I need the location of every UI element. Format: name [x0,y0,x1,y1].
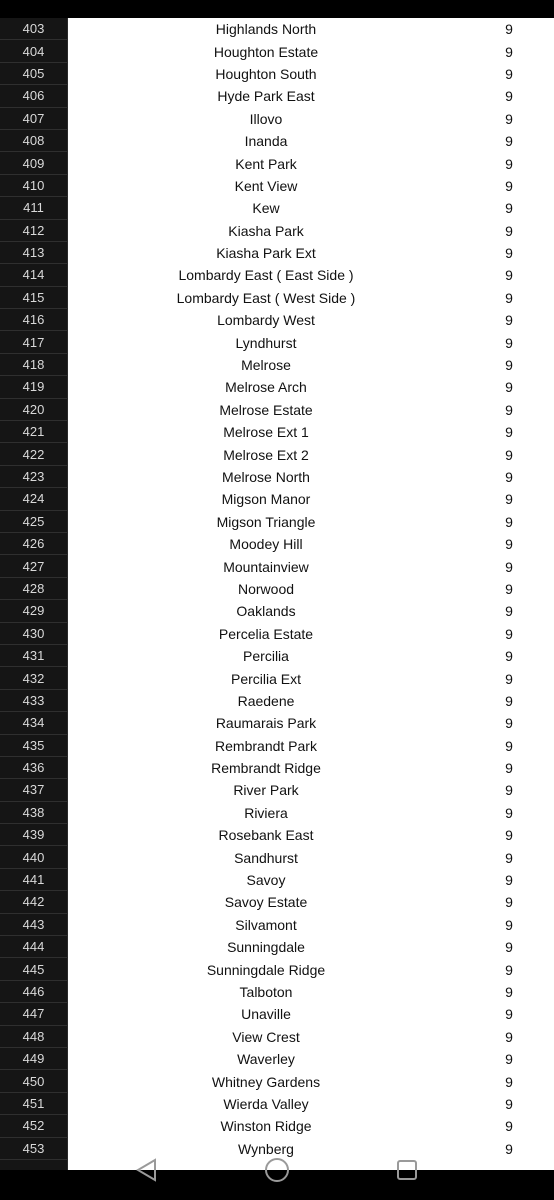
value-cell[interactable]: 9 [505,491,513,508]
suburb-cell[interactable]: Savoy [246,872,286,889]
table-row [68,40,554,62]
row-number[interactable]: 431 [0,645,67,667]
row-number[interactable]: 423 [0,466,67,488]
row-number[interactable]: 436 [0,757,67,779]
table-row [68,712,554,734]
table-row [68,287,554,309]
value-cell[interactable]: 9 [505,312,513,329]
suburb-cell[interactable]: Melrose North [222,469,310,485]
table-row [68,600,554,622]
table-row [68,511,554,533]
spreadsheet [0,18,554,1170]
table-row [68,891,554,913]
table-row [68,578,554,600]
row-number[interactable]: 437 [0,779,67,801]
table-row [68,555,554,577]
table-row [68,85,554,107]
suburb-cell[interactable]: Mountainview [223,558,309,575]
suburb-cell[interactable]: Migson Manor [221,491,311,508]
value-cell[interactable]: 9 [505,446,513,463]
suburb-cell[interactable]: Wynberg [238,1140,294,1157]
row-number[interactable]: 439 [0,824,67,846]
row-number[interactable]: 405 [0,63,67,85]
row-number[interactable]: 416 [0,309,67,331]
suburb-cell[interactable]: Talboton [239,983,293,1000]
suburb-cell[interactable]: Unaville [241,1006,291,1023]
row-number[interactable]: 421 [0,421,67,443]
table-row [68,958,554,980]
row-number[interactable]: 424 [0,488,67,510]
value-cell[interactable]: 9 [505,469,513,485]
table-row [68,18,554,40]
row-number[interactable]: 429 [0,600,67,622]
row-number[interactable]: 417 [0,331,67,353]
row-number[interactable]: 410 [0,175,67,197]
value-cell[interactable]: 9 [505,939,513,956]
value-cell[interactable]: 9 [505,200,513,217]
value-cell[interactable]: 9 [505,737,513,754]
suburb-cell[interactable]: Melrose Ext 1 [223,424,309,441]
row-number[interactable]: 432 [0,667,67,689]
row-number[interactable]: 413 [0,242,67,264]
value-cell[interactable]: 9 [505,983,513,1000]
value-cell[interactable]: 9 [505,715,513,732]
row-number[interactable]: 433 [0,690,67,712]
table-row [68,220,554,242]
suburb-cell[interactable]: Savoy Estate [224,894,308,911]
value-cell[interactable]: 9 [505,1028,513,1045]
value-cell[interactable]: 9 [505,603,513,620]
suburb-cell[interactable]: Kent View [234,177,298,194]
table-row [68,1048,554,1070]
suburb-cell[interactable]: Lombardy East ( East Side ) [178,267,354,284]
row-number[interactable]: 444 [0,936,67,958]
value-cell[interactable]: 9 [505,1006,513,1023]
suburb-cell[interactable]: Melrose Arch [225,379,307,396]
suburb-cell[interactable]: Wierda Valley [223,1095,309,1112]
suburb-cell[interactable]: Sandhurst [234,849,298,866]
table-row [68,667,554,689]
suburb-cell[interactable]: Rembrandt Park [215,737,317,754]
table-row [68,264,554,286]
suburb-cell[interactable]: Riviera [244,804,288,821]
suburb-cell[interactable]: Inanda [244,133,288,150]
table-row [68,130,554,152]
suburb-cell[interactable]: Percelia Estate [218,625,314,642]
status-bar [0,0,554,18]
value-cell[interactable]: 9 [505,155,513,172]
table-row [68,152,554,174]
suburb-cell[interactable]: Kiasha Park Ext [216,245,316,262]
suburb-cell[interactable]: Moodey Hill [229,536,303,553]
suburb-cell[interactable]: Melrose Estate [219,401,313,418]
value-cell[interactable]: 9 [505,648,513,665]
value-cell[interactable]: 9 [505,245,513,262]
table-row [68,1070,554,1092]
home-circle-icon [263,1156,291,1184]
row-number[interactable]: 430 [0,623,67,645]
suburb-cell[interactable]: Illovo [249,110,283,127]
row-number[interactable]: 445 [0,958,67,980]
row-number[interactable]: 414 [0,264,67,286]
value-cell[interactable]: 9 [505,849,513,866]
suburb-cell[interactable]: Raumarais Park [215,715,317,732]
value-cell[interactable]: 9 [505,65,513,82]
table-row [68,488,554,510]
suburb-cell[interactable]: Percilia Ext [230,670,302,687]
row-number[interactable]: 440 [0,846,67,868]
home-button[interactable] [257,1150,297,1190]
suburb-cell[interactable]: Lyndhurst [235,334,297,351]
table-row [68,376,554,398]
suburb-cell[interactable]: Waverley [237,1051,295,1068]
table-row [68,690,554,712]
suburb-cell[interactable]: Winston Ridge [220,1118,312,1135]
value-cell[interactable]: 9 [505,580,513,597]
table-row [68,757,554,779]
row-number[interactable]: 404 [0,40,67,62]
row-number[interactable]: 449 [0,1048,67,1070]
back-triangle-icon [133,1156,161,1184]
value-cell[interactable]: 9 [505,110,513,127]
value-cell[interactable]: 9 [505,558,513,575]
row-number[interactable]: 441 [0,869,67,891]
table-row [68,63,554,85]
suburb-cell[interactable]: Norwood [237,580,295,597]
row-number[interactable]: 438 [0,802,67,824]
value-cell[interactable]: 9 [505,267,513,284]
row-number[interactable]: 407 [0,108,67,130]
table-row [68,108,554,130]
table-row [68,421,554,443]
row-number[interactable]: 434 [0,712,67,734]
suburb-cell[interactable]: Kiasha Park [228,222,304,239]
value-cell[interactable]: 9 [505,357,513,374]
value-cell[interactable]: 9 [505,401,513,418]
row-number[interactable]: 422 [0,443,67,465]
value-cell[interactable]: 9 [505,872,513,889]
suburb-cell[interactable]: Kew [252,200,280,217]
suburb-cell[interactable]: Whitney Gardens [211,1073,321,1090]
suburb-cell[interactable]: Houghton South [215,65,317,82]
table-row [68,197,554,219]
row-number[interactable]: 419 [0,376,67,398]
row-number[interactable]: 451 [0,1093,67,1115]
value-cell[interactable]: 9 [505,782,513,799]
row-number[interactable]: 448 [0,1026,67,1048]
row-number[interactable]: 427 [0,555,67,577]
value-cell[interactable]: 9 [505,1140,513,1157]
back-button[interactable] [127,1150,167,1190]
value-cell[interactable]: 9 [505,1073,513,1090]
value-cell[interactable]: 9 [505,916,513,933]
value-cell[interactable]: 9 [505,222,513,239]
value-cell[interactable]: 9 [505,760,513,777]
row-number[interactable]: 409 [0,152,67,174]
suburb-cell[interactable]: View Crest [232,1028,300,1045]
cell-grid [68,18,554,1170]
value-cell[interactable]: 9 [505,692,513,709]
table-row [68,242,554,264]
table-row [68,824,554,846]
row-number[interactable]: 426 [0,533,67,555]
table-row [68,779,554,801]
suburb-cell[interactable]: Highlands North [215,21,317,38]
recents-button[interactable] [387,1150,427,1190]
recents-square-icon [393,1156,421,1184]
row-number[interactable]: 452 [0,1115,67,1137]
suburb-cell[interactable]: Percilia [243,648,289,665]
table-row [68,443,554,465]
value-cell[interactable]: 9 [505,625,513,642]
table-row [68,645,554,667]
value-cell[interactable]: 9 [505,827,513,844]
row-number[interactable]: 446 [0,981,67,1003]
value-cell[interactable]: 9 [505,804,513,821]
value-cell[interactable]: 9 [505,513,513,530]
suburb-cell[interactable]: Rembrandt Ridge [211,760,321,777]
suburb-cell[interactable]: River Park [233,782,299,799]
row-number[interactable]: 412 [0,220,67,242]
suburb-cell[interactable]: Migson Triangle [216,513,316,530]
table-row [68,1093,554,1115]
row-number[interactable]: 411 [0,197,67,219]
table-row [68,623,554,645]
value-cell[interactable]: 9 [505,1051,513,1068]
table-row [68,533,554,555]
table-row [68,936,554,958]
value-cell[interactable]: 9 [505,133,513,150]
suburb-cell[interactable]: Melrose Ext 2 [223,446,309,463]
suburb-cell[interactable]: Kent Park [235,155,297,172]
table-row [68,846,554,868]
value-cell[interactable]: 9 [505,379,513,396]
value-cell[interactable]: 9 [505,88,513,105]
table-row [68,354,554,376]
table-row [68,466,554,488]
row-number[interactable]: 453 [0,1138,67,1160]
value-cell[interactable]: 9 [505,670,513,687]
suburb-cell[interactable]: Houghton Estate [213,43,319,60]
table-row [68,309,554,331]
value-cell[interactable]: 9 [505,1095,513,1112]
value-cell[interactable]: 9 [505,536,513,553]
suburb-cell[interactable]: Oaklands [236,603,296,620]
suburb-cell[interactable]: Sunningdale Ridge [206,961,326,978]
table-row [68,914,554,936]
row-number[interactable]: 447 [0,1003,67,1025]
row-number[interactable]: 450 [0,1070,67,1092]
table-row [68,1003,554,1025]
row-number[interactable]: 435 [0,735,67,757]
table-row [68,399,554,421]
android-nav-bar [0,1140,554,1200]
table-row [68,175,554,197]
row-number[interactable]: 442 [0,891,67,913]
table-row [68,331,554,353]
suburb-cell[interactable]: Melrose [241,357,291,374]
row-number[interactable]: 408 [0,130,67,152]
row-number[interactable]: 403 [0,18,67,40]
table-row [68,981,554,1003]
table-row [68,735,554,757]
suburb-cell[interactable]: Sunningdale [227,939,305,956]
table-row [68,802,554,824]
suburb-cell[interactable]: Lombardy East ( West Side ) [176,289,356,306]
row-header-column [0,18,68,1170]
row-number[interactable]: 406 [0,85,67,107]
row-number[interactable]: 415 [0,287,67,309]
row-number[interactable]: 418 [0,354,67,376]
value-cell[interactable]: 9 [505,424,513,441]
row-number[interactable]: 420 [0,399,67,421]
row-number[interactable]: 428 [0,578,67,600]
row-number[interactable]: 443 [0,914,67,936]
suburb-cell[interactable]: Hyde Park East [217,88,315,105]
table-row [68,869,554,891]
table-row [68,1115,554,1137]
value-cell[interactable]: 9 [505,334,513,351]
value-cell[interactable]: 9 [505,177,513,194]
suburb-cell[interactable]: Rosebank East [218,827,314,844]
value-cell[interactable]: 9 [505,43,513,60]
value-cell[interactable]: 9 [505,894,513,911]
value-cell[interactable]: 9 [505,289,513,306]
value-cell[interactable]: 9 [505,21,513,38]
value-cell[interactable]: 9 [505,1118,513,1135]
suburb-cell[interactable]: Silvamont [235,916,297,933]
suburb-cell[interactable]: Raedene [237,692,295,709]
suburb-cell[interactable]: Lombardy West [217,312,315,329]
table-row [68,1026,554,1048]
row-number[interactable]: 425 [0,511,67,533]
value-cell[interactable]: 9 [505,961,513,978]
